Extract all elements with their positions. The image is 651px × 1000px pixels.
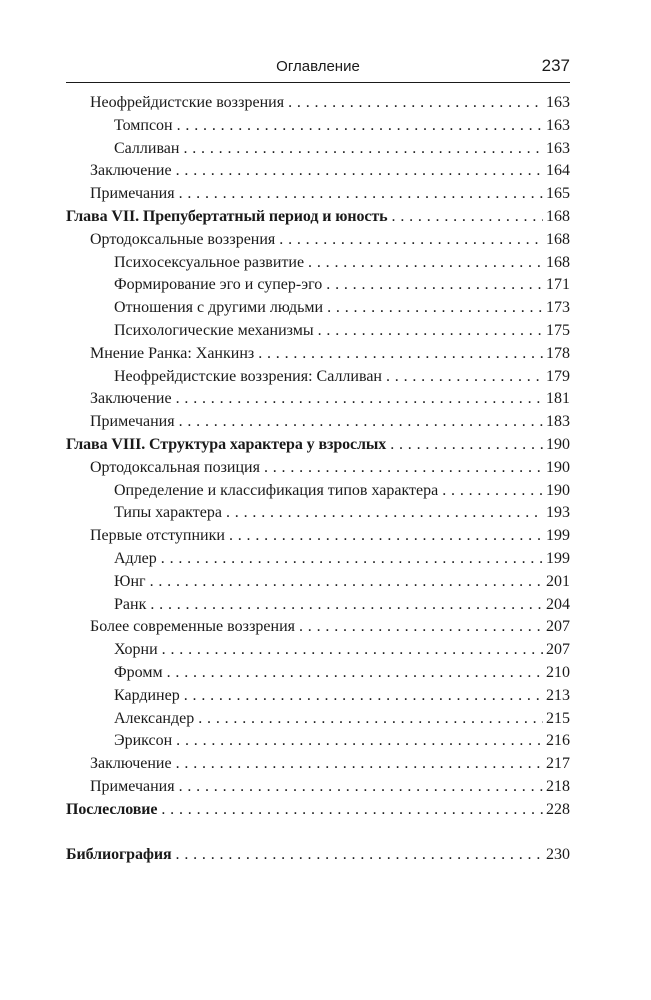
toc-entry xyxy=(66,94,570,117)
toc-entry-title: Отношения с другими людьми xyxy=(114,299,324,317)
dot-leader xyxy=(326,276,543,294)
toc-entry-page: 217 xyxy=(546,755,570,773)
toc-entry-title: Ортодоксальная позиция xyxy=(90,458,260,476)
dot-leader xyxy=(176,846,543,864)
dot-leader xyxy=(179,413,543,431)
dot-leader xyxy=(179,185,543,203)
toc-entry xyxy=(66,390,570,413)
toc-entry xyxy=(66,140,570,163)
toc-entry-page: 199 xyxy=(546,549,570,567)
toc-entry-title: Психологические механизмы xyxy=(114,321,314,339)
dot-leader xyxy=(279,231,543,249)
toc-entry-page: 230 xyxy=(546,845,570,863)
toc-entry-title: Александер xyxy=(114,709,195,727)
dot-leader xyxy=(229,527,543,545)
dot-leader xyxy=(176,162,543,180)
toc-entry-page: 190 xyxy=(546,435,570,453)
toc-entry-page: 181 xyxy=(546,390,570,408)
toc-entry-title: Психосексуальное развитие xyxy=(114,253,305,271)
toc-entry-title: Хорни xyxy=(114,641,158,659)
toc-entry-title: Определение и классификация типов характера xyxy=(114,481,439,499)
toc-entry xyxy=(66,254,570,277)
toc-entry-page: 213 xyxy=(546,686,570,704)
toc-entry-page: 193 xyxy=(546,504,570,522)
toc-entry-title: Кардинер xyxy=(114,686,180,704)
toc-chapter-title: Глава VII. Препубертатный период и юность xyxy=(66,207,388,225)
dot-leader xyxy=(167,664,543,682)
toc-entry xyxy=(66,755,570,778)
toc-entry xyxy=(66,299,570,322)
dot-leader xyxy=(226,504,543,522)
toc-entry xyxy=(66,276,570,299)
toc-entry-title: Ортодоксальные воззрения xyxy=(90,230,276,248)
dot-leader xyxy=(386,368,543,386)
toc-entry xyxy=(66,231,570,254)
toc-entry xyxy=(66,117,570,140)
toc-entry-title: Ранк xyxy=(114,595,147,613)
toc-entry xyxy=(66,550,570,573)
toc-chapter-entry xyxy=(66,208,570,231)
dot-leader xyxy=(179,778,543,796)
toc-entry-title: Юнг xyxy=(114,572,146,590)
toc-entry-title: Адлер xyxy=(114,549,157,567)
toc-entry-page: 207 xyxy=(546,641,570,659)
toc-entry-title: Салливан xyxy=(114,139,180,157)
dot-leader xyxy=(258,345,543,363)
toc-entry xyxy=(66,482,570,505)
toc-entry-title: Формирование эго и супер-эго xyxy=(114,276,323,294)
toc-entry-page: 168 xyxy=(546,253,570,271)
toc-entry-page: 175 xyxy=(546,321,570,339)
toc-entry xyxy=(66,710,570,733)
dot-leader xyxy=(150,573,543,591)
toc-entry xyxy=(66,573,570,596)
toc-entry xyxy=(66,504,570,527)
toc-entry xyxy=(66,596,570,619)
dot-leader xyxy=(198,710,543,728)
toc-entry xyxy=(66,345,570,368)
toc-chapter-title: Библиография xyxy=(66,845,172,863)
toc-entry xyxy=(66,459,570,482)
table-of-contents xyxy=(66,94,570,868)
running-header-title: Оглавление xyxy=(276,58,360,75)
toc-chapter-title: Глава VIII. Структура характера у взрослых xyxy=(66,435,387,453)
toc-entry xyxy=(66,185,570,208)
page-number: 237 xyxy=(541,56,570,75)
dot-leader xyxy=(177,117,543,135)
toc-entry-title: Примечания xyxy=(90,185,175,203)
toc-chapter-entry xyxy=(66,846,570,869)
toc-entry-page: 218 xyxy=(546,777,570,795)
toc-entry-page: 183 xyxy=(546,413,570,431)
toc-entry-page: 190 xyxy=(546,481,570,499)
toc-entry-page: 228 xyxy=(546,800,570,818)
toc-entry xyxy=(66,732,570,755)
toc-entry xyxy=(66,162,570,185)
dot-leader xyxy=(150,596,543,614)
toc-entry-page: 179 xyxy=(546,367,570,385)
toc-entry-title: Фромм xyxy=(114,663,163,681)
toc-entry-title: Мнение Ранка: Ханкинз xyxy=(90,344,255,362)
dot-leader xyxy=(390,436,543,454)
dot-leader xyxy=(288,94,543,112)
running-header xyxy=(66,56,570,83)
toc-chapter-title: Послесловие xyxy=(66,800,158,818)
dot-leader xyxy=(176,732,543,750)
toc-entry xyxy=(66,664,570,687)
toc-entry-page: 164 xyxy=(546,162,570,180)
toc-entry-title: Неофрейдистские воззрения: Салливан xyxy=(114,367,382,385)
dot-leader xyxy=(264,459,543,477)
section-gap xyxy=(66,824,570,846)
toc-entry-page: 201 xyxy=(546,572,570,590)
dot-leader xyxy=(161,550,543,568)
dot-leader xyxy=(184,687,543,705)
toc-entry xyxy=(66,527,570,550)
toc-entry xyxy=(66,778,570,801)
toc-chapter-entry xyxy=(66,801,570,824)
toc-entry-page: 190 xyxy=(546,458,570,476)
toc-entry-page: 210 xyxy=(546,663,570,681)
dot-leader xyxy=(183,140,543,158)
toc-entry xyxy=(66,618,570,641)
toc-entry-page: 163 xyxy=(546,116,570,134)
toc-entry-page: 168 xyxy=(546,207,570,225)
toc-chapter-entry xyxy=(66,436,570,459)
toc-entry-page: 207 xyxy=(546,618,570,636)
dot-leader xyxy=(442,482,543,500)
toc-entry-page: 173 xyxy=(546,299,570,317)
toc-entry-page: 199 xyxy=(546,527,570,545)
toc-entry-title: Заключение xyxy=(90,755,172,773)
dot-leader xyxy=(299,618,543,636)
toc-entry-title: Первые отступники xyxy=(90,527,225,545)
dot-leader xyxy=(161,801,543,819)
toc-entry-page: 171 xyxy=(546,276,570,294)
toc-entry xyxy=(66,413,570,436)
toc-entry-title: Томпсон xyxy=(114,116,173,134)
toc-entry-title: Неофрейдистские воззрения xyxy=(90,94,285,111)
toc-entry xyxy=(66,687,570,710)
toc-entry-page: 163 xyxy=(546,139,570,157)
toc-entry-page: 165 xyxy=(546,185,570,203)
dot-leader xyxy=(318,322,543,340)
dot-leader xyxy=(327,299,543,317)
toc-entry-page: 163 xyxy=(546,94,570,111)
toc-entry-page: 215 xyxy=(546,709,570,727)
toc-entry xyxy=(66,641,570,664)
toc-entry-title: Эриксон xyxy=(114,732,173,750)
toc-entry-title: Более современные воззрения xyxy=(90,618,295,636)
dot-leader xyxy=(308,254,543,272)
toc-entry xyxy=(66,368,570,391)
toc-entry-title: Заключение xyxy=(90,390,172,408)
toc-entry xyxy=(66,322,570,345)
dot-leader xyxy=(162,641,543,659)
dot-leader xyxy=(176,755,543,773)
toc-entry-title: Типы характера xyxy=(114,504,222,522)
toc-entry-title: Примечания xyxy=(90,777,175,795)
dot-leader xyxy=(176,390,543,408)
toc-entry-page: 216 xyxy=(546,732,570,750)
toc-entry-page: 178 xyxy=(546,344,570,362)
toc-entry-page: 168 xyxy=(546,230,570,248)
toc-entry-title: Заключение xyxy=(90,162,172,180)
toc-entry-title: Примечания xyxy=(90,413,175,431)
toc-entry-page: 204 xyxy=(546,595,570,613)
dot-leader xyxy=(392,208,543,226)
